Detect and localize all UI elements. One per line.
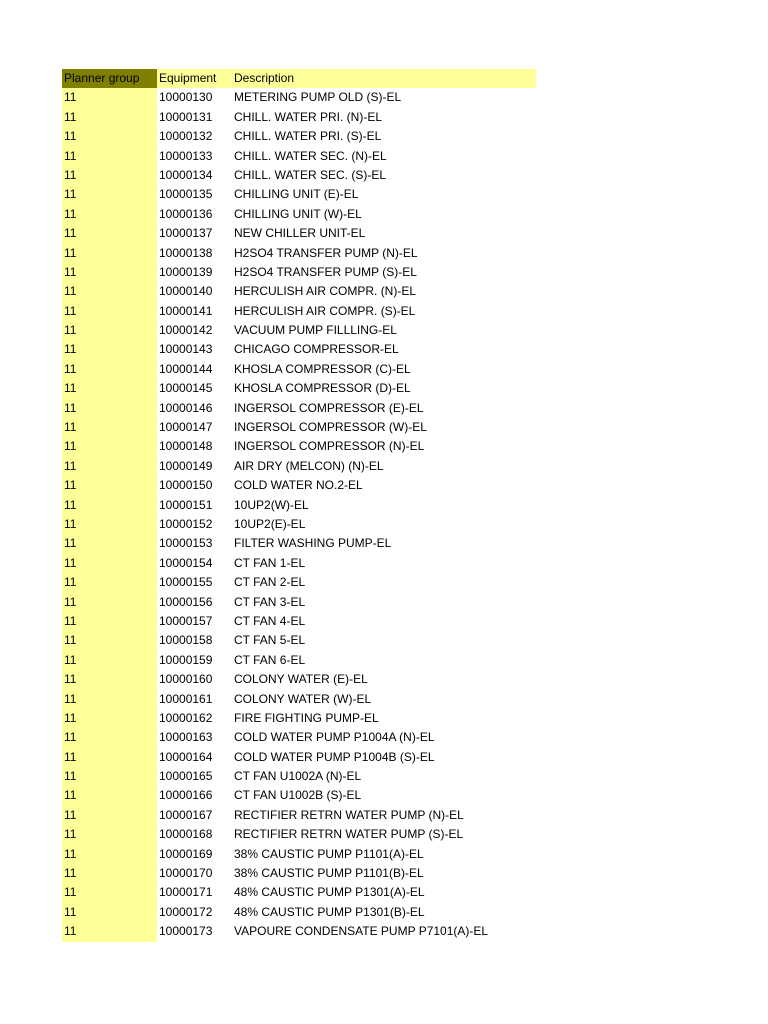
planner-group-cell[interactable]: 11 [62, 767, 157, 786]
planner-group-cell[interactable]: 11 [62, 573, 157, 592]
planner-group-cell[interactable]: 11 [62, 263, 157, 282]
equipment-cell[interactable]: 10000138 [159, 245, 213, 260]
equipment-cell[interactable]: 10000170 [159, 866, 213, 881]
planner-group-cell[interactable]: 11 [62, 903, 157, 922]
description-cell[interactable]: CHILL. WATER PRI. (S)-EL [234, 129, 382, 144]
table-row [62, 573, 536, 592]
table-row [62, 282, 536, 301]
planner-group-cell[interactable]: 11 [62, 554, 157, 573]
table-row [62, 379, 536, 398]
description-cell[interactable]: CT FAN 2-EL [234, 575, 306, 590]
description-cell[interactable]: CT FAN 4-EL [234, 613, 306, 628]
header-description[interactable]: Description [232, 69, 536, 88]
equipment-cell[interactable]: 10000171 [159, 885, 213, 900]
table-row [62, 651, 536, 670]
equipment-cell[interactable]: 10000169 [159, 846, 213, 861]
equipment-cell[interactable]: 10000149 [159, 458, 213, 473]
description-cell[interactable]: METERING PUMP OLD (S)-EL [234, 90, 402, 105]
equipment-cell[interactable]: 10000173 [159, 924, 213, 939]
description-cell[interactable]: COLD WATER PUMP P1004B (S)-EL [234, 749, 435, 764]
planner-group-cell[interactable]: 11 [62, 302, 157, 321]
header-equipment[interactable]: Equipment [157, 69, 232, 88]
description-cell[interactable]: CHICAGO COMPRESSOR-EL [234, 342, 399, 357]
table-row [62, 496, 536, 515]
planner-group-cell[interactable]: 11 [62, 534, 157, 553]
table-row [62, 786, 536, 805]
equipment-cell[interactable]: 10000137 [159, 226, 213, 241]
table-row [62, 360, 536, 379]
equipment-cell[interactable]: 10000165 [159, 769, 213, 784]
equipment-cell[interactable]: 10000143 [159, 342, 213, 357]
description-cell[interactable]: CHILLING UNIT (W)-EL [234, 206, 362, 221]
equipment-cell[interactable]: 10000131 [159, 109, 213, 124]
table-row [62, 244, 536, 263]
planner-group-cell[interactable]: 11 [62, 690, 157, 709]
planner-group-cell[interactable]: 11 [62, 612, 157, 631]
table-row [62, 748, 536, 767]
table-row [62, 418, 536, 437]
table-row [62, 767, 536, 786]
description-cell[interactable]: CHILLING UNIT (E)-EL [234, 187, 359, 202]
planner-group-cell[interactable]: 11 [62, 496, 157, 515]
equipment-cell[interactable]: 10000166 [159, 788, 213, 803]
equipment-cell[interactable]: 10000130 [159, 90, 213, 105]
equipment-cell[interactable]: 10000159 [159, 652, 213, 667]
planner-group-cell[interactable]: 11 [62, 786, 157, 805]
table-row [62, 922, 536, 941]
equipment-cell[interactable]: 10000132 [159, 129, 213, 144]
description-cell[interactable]: CT FAN 6-EL [234, 652, 306, 667]
planner-group-cell[interactable]: 11 [62, 418, 157, 437]
table-row [62, 864, 536, 883]
description-cell[interactable]: COLD WATER PUMP P1004A (N)-EL [234, 730, 435, 745]
description-cell[interactable]: 48% CAUSTIC PUMP P1301(B)-EL [234, 904, 425, 919]
equipment-cell[interactable]: 10000158 [159, 633, 213, 648]
equipment-cell[interactable]: 10000168 [159, 827, 213, 842]
description-cell[interactable]: KHOSLA COMPRESSOR (C)-EL [234, 361, 411, 376]
description-cell[interactable]: RECTIFIER RETRN WATER PUMP (N)-EL [234, 807, 464, 822]
description-cell[interactable]: AIR DRY (MELCON) (N)-EL [234, 458, 384, 473]
table-row [62, 612, 536, 631]
planner-group-cell[interactable]: 11 [62, 88, 157, 107]
table-row [62, 263, 536, 282]
equipment-cell[interactable]: 10000133 [159, 148, 213, 163]
description-cell[interactable]: INGERSOL COMPRESSOR (N)-EL [234, 439, 425, 454]
planner-group-cell[interactable]: 11 [62, 340, 157, 359]
table-body [62, 88, 536, 941]
description-cell[interactable]: CHILL. WATER SEC. (S)-EL [234, 167, 387, 182]
planner-group-cell[interactable]: 11 [62, 457, 157, 476]
description-cell[interactable]: COLONY WATER (W)-EL [234, 691, 372, 706]
description-cell[interactable]: CT FAN U1002A (N)-EL [234, 769, 362, 784]
table-row [62, 147, 536, 166]
table-row [62, 321, 536, 340]
planner-group-cell[interactable]: 11 [62, 593, 157, 612]
equipment-cell[interactable]: 10000150 [159, 478, 213, 493]
equipment-cell[interactable]: 10000142 [159, 323, 213, 338]
equipment-cell[interactable]: 10000139 [159, 264, 213, 279]
description-cell[interactable]: CT FAN 5-EL [234, 633, 306, 648]
table-row [62, 88, 536, 107]
description-cell[interactable]: CT FAN 3-EL [234, 594, 306, 609]
equipment-cell[interactable]: 10000146 [159, 400, 213, 415]
planner-group-cell[interactable]: 11 [62, 205, 157, 224]
description-cell[interactable]: 48% CAUSTIC PUMP P1301(A)-EL [234, 885, 425, 900]
equipment-cell[interactable]: 10000136 [159, 206, 213, 221]
description-cell[interactable]: INGERSOL COMPRESSOR (E)-EL [234, 400, 424, 415]
planner-group-cell[interactable]: 11 [62, 806, 157, 825]
table-row [62, 457, 536, 476]
description-cell[interactable]: RECTIFIER RETRN WATER PUMP (S)-EL [234, 827, 464, 842]
table-row [62, 340, 536, 359]
equipment-cell[interactable]: 10000153 [159, 536, 213, 551]
table-row [62, 534, 536, 553]
equipment-cell[interactable]: 10000157 [159, 613, 213, 628]
table-row [62, 670, 536, 689]
planner-group-cell[interactable]: 11 [62, 883, 157, 902]
equipment-cell[interactable]: 10000163 [159, 730, 213, 745]
planner-group-cell[interactable]: 11 [62, 631, 157, 650]
description-cell[interactable]: H2SO4 TRANSFER PUMP (N)-EL [234, 245, 418, 260]
header-planner-group[interactable]: Planner group [62, 69, 157, 88]
table-row [62, 690, 536, 709]
description-cell[interactable]: VAPOURE CONDENSATE PUMP P7101(A)-EL [234, 924, 489, 939]
planner-group-cell[interactable]: 11 [62, 515, 157, 534]
planner-group-cell[interactable]: 11 [62, 845, 157, 864]
equipment-cell[interactable]: 10000161 [159, 691, 213, 706]
planner-group-cell[interactable]: 11 [62, 244, 157, 263]
description-cell[interactable]: CT FAN 1-EL [234, 555, 306, 570]
description-cell[interactable]: H2SO4 TRANSFER PUMP (S)-EL [234, 264, 417, 279]
planner-group-cell[interactable]: 11 [62, 185, 157, 204]
description-cell[interactable]: CT FAN U1002B (S)-EL [234, 788, 362, 803]
planner-group-cell[interactable]: 11 [62, 670, 157, 689]
table-row [62, 437, 536, 456]
table-row [62, 825, 536, 844]
planner-group-cell[interactable]: 11 [62, 379, 157, 398]
description-cell[interactable]: CHILL. WATER PRI. (N)-EL [234, 109, 383, 124]
planner-group-cell[interactable]: 11 [62, 864, 157, 883]
equipment-cell[interactable]: 10000155 [159, 575, 213, 590]
description-cell[interactable]: COLONY WATER (E)-EL [234, 672, 368, 687]
planner-group-cell[interactable]: 11 [62, 825, 157, 844]
description-cell[interactable]: 38% CAUSTIC PUMP P1101(A)-EL [234, 846, 424, 861]
table-row [62, 108, 536, 127]
description-cell[interactable]: COLD WATER NO.2-EL [234, 478, 363, 493]
table-row [62, 166, 536, 185]
description-cell[interactable]: 10UP2(E)-EL [234, 516, 306, 531]
equipment-cell[interactable]: 10000134 [159, 167, 213, 182]
table-row [62, 205, 536, 224]
equipment-cell[interactable]: 10000164 [159, 749, 213, 764]
table-row [62, 883, 536, 902]
planner-group-cell[interactable]: 11 [62, 147, 157, 166]
table-row [62, 593, 536, 612]
planner-group-cell[interactable]: 11 [62, 282, 157, 301]
equipment-cell[interactable]: 10000151 [159, 497, 213, 512]
table-row [62, 845, 536, 864]
equipment-cell[interactable]: 10000167 [159, 807, 213, 822]
table-row [62, 302, 536, 321]
table-row [62, 631, 536, 650]
table-row [62, 903, 536, 922]
table-row [62, 476, 536, 495]
equipment-cell[interactable]: 10000154 [159, 555, 213, 570]
equipment-cell[interactable]: 10000135 [159, 187, 213, 202]
equipment-cell[interactable]: 10000160 [159, 672, 213, 687]
equipment-cell[interactable]: 10000141 [159, 303, 213, 318]
table-row [62, 399, 536, 418]
table-row [62, 515, 536, 534]
description-cell[interactable]: HERCULISH AIR COMPR. (N)-EL [234, 284, 417, 299]
equipment-cell[interactable]: 10000140 [159, 284, 213, 299]
equipment-cell[interactable]: 10000162 [159, 710, 213, 725]
description-cell[interactable]: 10UP2(W)-EL [234, 497, 309, 512]
equipment-cell[interactable]: 10000156 [159, 594, 213, 609]
planner-group-cell[interactable]: 11 [62, 437, 157, 456]
planner-group-cell[interactable]: 11 [62, 224, 157, 243]
description-cell[interactable]: INGERSOL COMPRESSOR (W)-EL [234, 420, 427, 435]
table-row [62, 554, 536, 573]
planner-group-cell[interactable]: 11 [62, 360, 157, 379]
planner-group-cell[interactable]: 11 [62, 748, 157, 767]
planner-group-cell[interactable]: 11 [62, 728, 157, 747]
equipment-table [62, 69, 536, 942]
equipment-cell[interactable]: 10000148 [159, 439, 213, 454]
table-row [62, 728, 536, 747]
description-cell[interactable]: 38% CAUSTIC PUMP P1101(B)-EL [234, 866, 424, 881]
equipment-cell[interactable]: 10000152 [159, 516, 213, 531]
description-cell[interactable]: FIRE FIGHTING PUMP-EL [234, 710, 379, 725]
planner-group-cell[interactable]: 11 [62, 709, 157, 728]
planner-group-cell[interactable]: 11 [62, 321, 157, 340]
description-cell[interactable]: FILTER WASHING PUMP-EL [234, 536, 392, 551]
description-cell[interactable]: HERCULISH AIR COMPR. (S)-EL [234, 303, 416, 318]
planner-group-cell[interactable]: 11 [62, 166, 157, 185]
table-row [62, 185, 536, 204]
planner-group-cell[interactable]: 11 [62, 922, 157, 941]
planner-group-cell[interactable]: 11 [62, 108, 157, 127]
equipment-cell[interactable]: 10000144 [159, 361, 213, 376]
table-row [62, 806, 536, 825]
equipment-cell[interactable]: 10000147 [159, 420, 213, 435]
table-row [62, 127, 536, 146]
table-row [62, 709, 536, 728]
planner-group-cell[interactable]: 11 [62, 399, 157, 418]
table-row [62, 224, 536, 243]
planner-group-cell[interactable]: 11 [62, 476, 157, 495]
equipment-cell[interactable]: 10000145 [159, 381, 213, 396]
equipment-cell[interactable]: 10000172 [159, 904, 213, 919]
description-cell[interactable]: CHILL. WATER SEC. (N)-EL [234, 148, 387, 163]
description-cell[interactable]: KHOSLA COMPRESSOR (D)-EL [234, 381, 411, 396]
description-cell[interactable]: NEW CHILLER UNIT-EL [234, 226, 366, 241]
description-cell[interactable]: VACUUM PUMP FILLLING-EL [234, 323, 397, 338]
header-row [62, 69, 536, 88]
planner-group-cell[interactable]: 11 [62, 127, 157, 146]
planner-group-cell[interactable]: 11 [62, 651, 157, 670]
